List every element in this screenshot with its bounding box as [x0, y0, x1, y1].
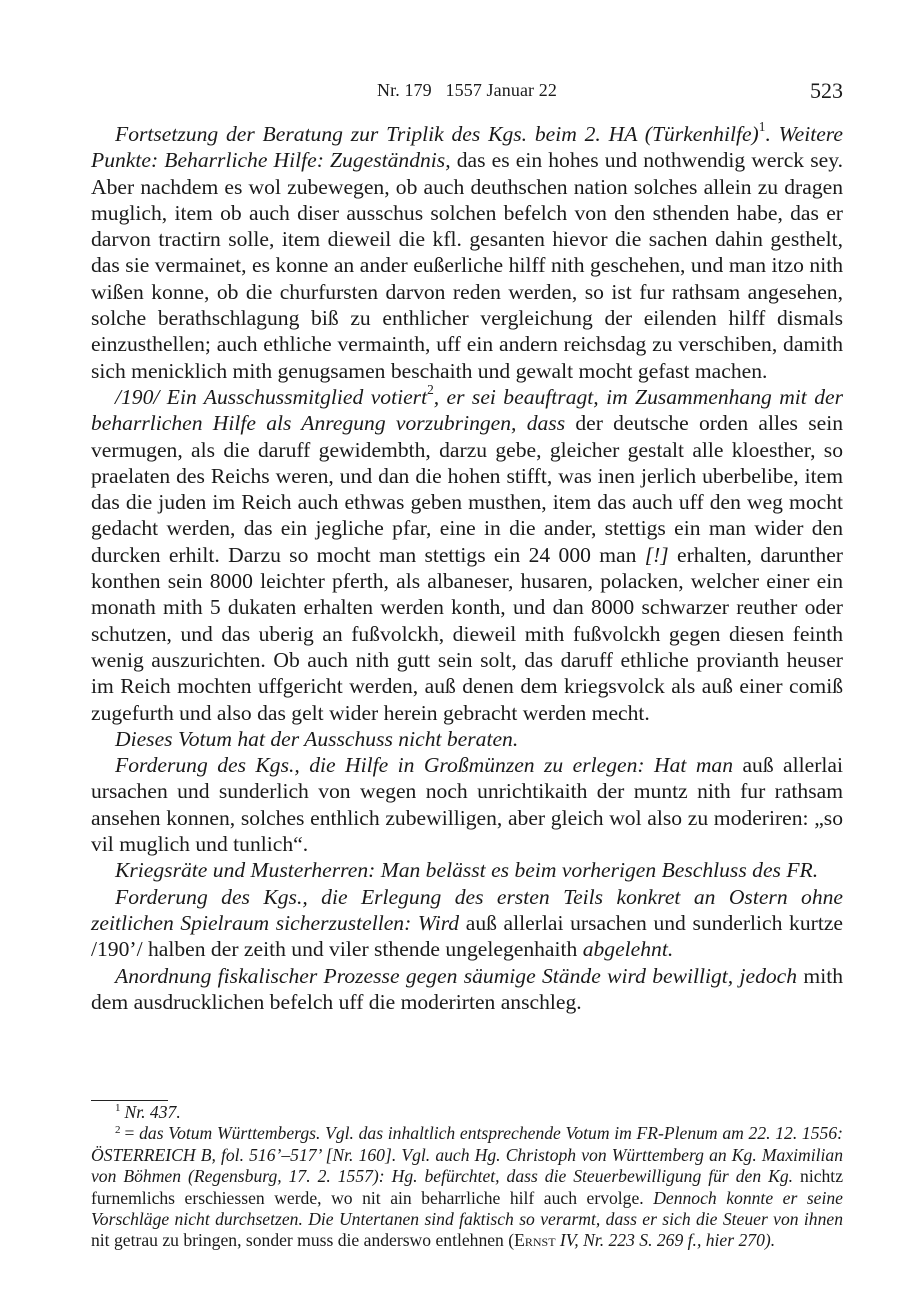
author-name: Ernst — [514, 1230, 556, 1251]
footnote-text: Nr. 437. — [124, 1102, 181, 1122]
paragraph-easter-payment — [91, 884, 843, 963]
paragraph-fiscal-proceedings — [91, 963, 843, 1016]
page-number: 523 — [810, 78, 843, 103]
source-text: der deutsche orden alles sein vermugen, als die daruff gewidembth, darzu gebe, gleicher gestalt alle kloesther, so praelaten des Reichs weren, und dan die hohen stifft, was inen jerlich uberbelibe, item das die juden im Reich auch ethwas geben musthen, item das auch uff den weg mocht gedacht werden, das ein jegliche pfar, eine in die ander, stettigs ein man wider den durcken erhilt. Darzu so mocht man stettigs ein 24 000 man — [91, 411, 843, 567]
footnote-text: Dennoch konnte er seine Vorschläge nicht durchsetzen. Die Untertanen sind faktisch so verarmt, dass er sich die Steuer von ihnen — [91, 1187, 843, 1230]
editorial-summary: Forderung des Kgs., die Hilfe in Großmünzen zu erlegen: Hat man — [115, 753, 734, 778]
paragraph-large-coins — [91, 752, 843, 857]
source-text: auß allerlai ursachen und sunderlich kurtze /190’/ halben der zeith und viler sthende ungelegenhaith — [91, 910, 843, 962]
footnote-text: nichtz furnemlichs erschiessen werde, wo nit ain beharrliche hilf auch ervolge. — [91, 1166, 844, 1208]
page-header — [91, 78, 843, 108]
footnote-divider — [91, 1100, 168, 1101]
editorial-summary: Anordnung fiskalischer Prozesse gegen säumige Stände wird bewilligt, jedoch — [115, 963, 798, 988]
footnote-ref-1[interactable]: 1 — [758, 119, 766, 135]
footnote-marker: 2 — [115, 1123, 121, 1136]
footnote-text: nit getrau zu bringen, sonder muss die anderswo entlehnen ( — [91, 1230, 515, 1251]
editorial-summary: , er sei beauftragt, im Zusammenhang mit der beharrlichen Hilfe als Anregung vorzubringen, dass — [91, 384, 843, 436]
paragraph-committee-vote — [91, 384, 843, 726]
editorial-summary: Dieses Votum hat der Ausschuss nicht beraten. — [115, 726, 519, 751]
footnotes — [91, 1102, 843, 1252]
main-text — [91, 121, 843, 1015]
footnote-2 — [91, 1123, 843, 1251]
footnote-1 — [91, 1102, 843, 1123]
paragraph-continuation-deliberation — [91, 121, 843, 384]
source-text: erhalten, darunther konthen sein 8000 leichter pferth, als albaneser, husaren, polacken, welcher einer ein monath mith 5 dukaten erhalten werden konth, und dan 8000 schwarzer reuther oder schutzen, und das uberig an fußvolckh, dieweil mith fußvolckh gegen diesen feinth wenig auszurichten. Ob auch nith gutt sein solt, das daruff ethliche provianth heuser im Reich mochten uffgericht werden, auß denen dem kriegsvolck als auß einer comiß zugefurth und also das gelt wider herein gebracht werden mecht. — [91, 542, 843, 725]
running-head: Nr. 179 1557 Januar 22 — [377, 80, 557, 100]
editorial-summary: /190/ Ein Ausschussmitglied votiert — [115, 384, 428, 409]
footnote-marker: 1 — [115, 1102, 121, 1115]
sic-marker: [!] — [644, 542, 669, 567]
source-text: auß allerlai ursachen und sunderlich von wegen noch unrichtikaith der muntz nith fur rathsam ansehen konnen, solches enthlich zubewilligen, aber gleich wol also zu moderiren: „so vil muglich und tunlich“. — [91, 753, 843, 857]
footnote-ref-2[interactable]: 2 — [427, 382, 434, 398]
footnote-text: das Votum Württembergs. Vgl. das inhaltlich entsprechende Votum im FR-Plenum am 22. 12. 1556: ÖSTERREICH B, fol. 516’–517’ [Nr. 160]. Vgl. auch Hg. Christoph von Württemberg an Kg. Maximilian von Böhmen (Regensburg, 17. 2. 1557): Hg. befürchtet, dass die Steuerbewilligung für den Kg. — [91, 1123, 843, 1187]
editorial-summary: Kriegsräte und Musterherren: Man belässt es beim vorherigen Beschluss des FR. — [115, 858, 819, 883]
editorial-summary: abgelehnt. — [582, 937, 674, 962]
source-text: das es ein hohes und nothwendig werck sey. Aber nachdem es wol zubewegen, ob auch deuthschen nation solches allein zu dragen muglich, item ob auch diser ausschus solchen befelch von den sthenden habe, das er darvon tractirn solle, item dieweil die kfl. gesanten hievor die sachen dahin gesthelt, das sie vermainet, es konne an ander eußerliche hilff nith geschehen, und man itzo nith wißen konne, ob die churfursten darvon reden werden, so ist fur rathsam angesehen, solche berathschlagung biß zu enthlicher vergleichung der eilenden hilff dismals einzusthellen; auch ethliche vermainth, uff ein andern reichsdag zu verschiben, damith sich menicklich mith genugsamen beschaith und gewalt mocht gefast machen. — [91, 148, 843, 383]
paragraph-vote-not-discussed — [91, 726, 843, 752]
editorial-summary: . Weitere Punkte: Beharrliche Hilfe: Zugeständnis, — [91, 122, 843, 173]
editorial-summary: Forderung des Kgs., die Erlegung des ersten Teils konkret an Ostern ohne zeitlichen Spielraum sicherzustellen: Wird — [91, 884, 843, 935]
citation: IV, Nr. 223 S. 269 f., hier 270). — [555, 1230, 776, 1251]
source-text: mith dem ausdrucklichen befelch uff die moderirten anschleg. — [91, 963, 843, 1014]
paragraph-war-councillors — [91, 857, 843, 883]
footnote-text: = — [124, 1123, 140, 1144]
editorial-summary: Fortsetzung der Beratung zur Triplik des Kgs. beim 2. HA (Türkenhilfe) — [115, 122, 759, 146]
